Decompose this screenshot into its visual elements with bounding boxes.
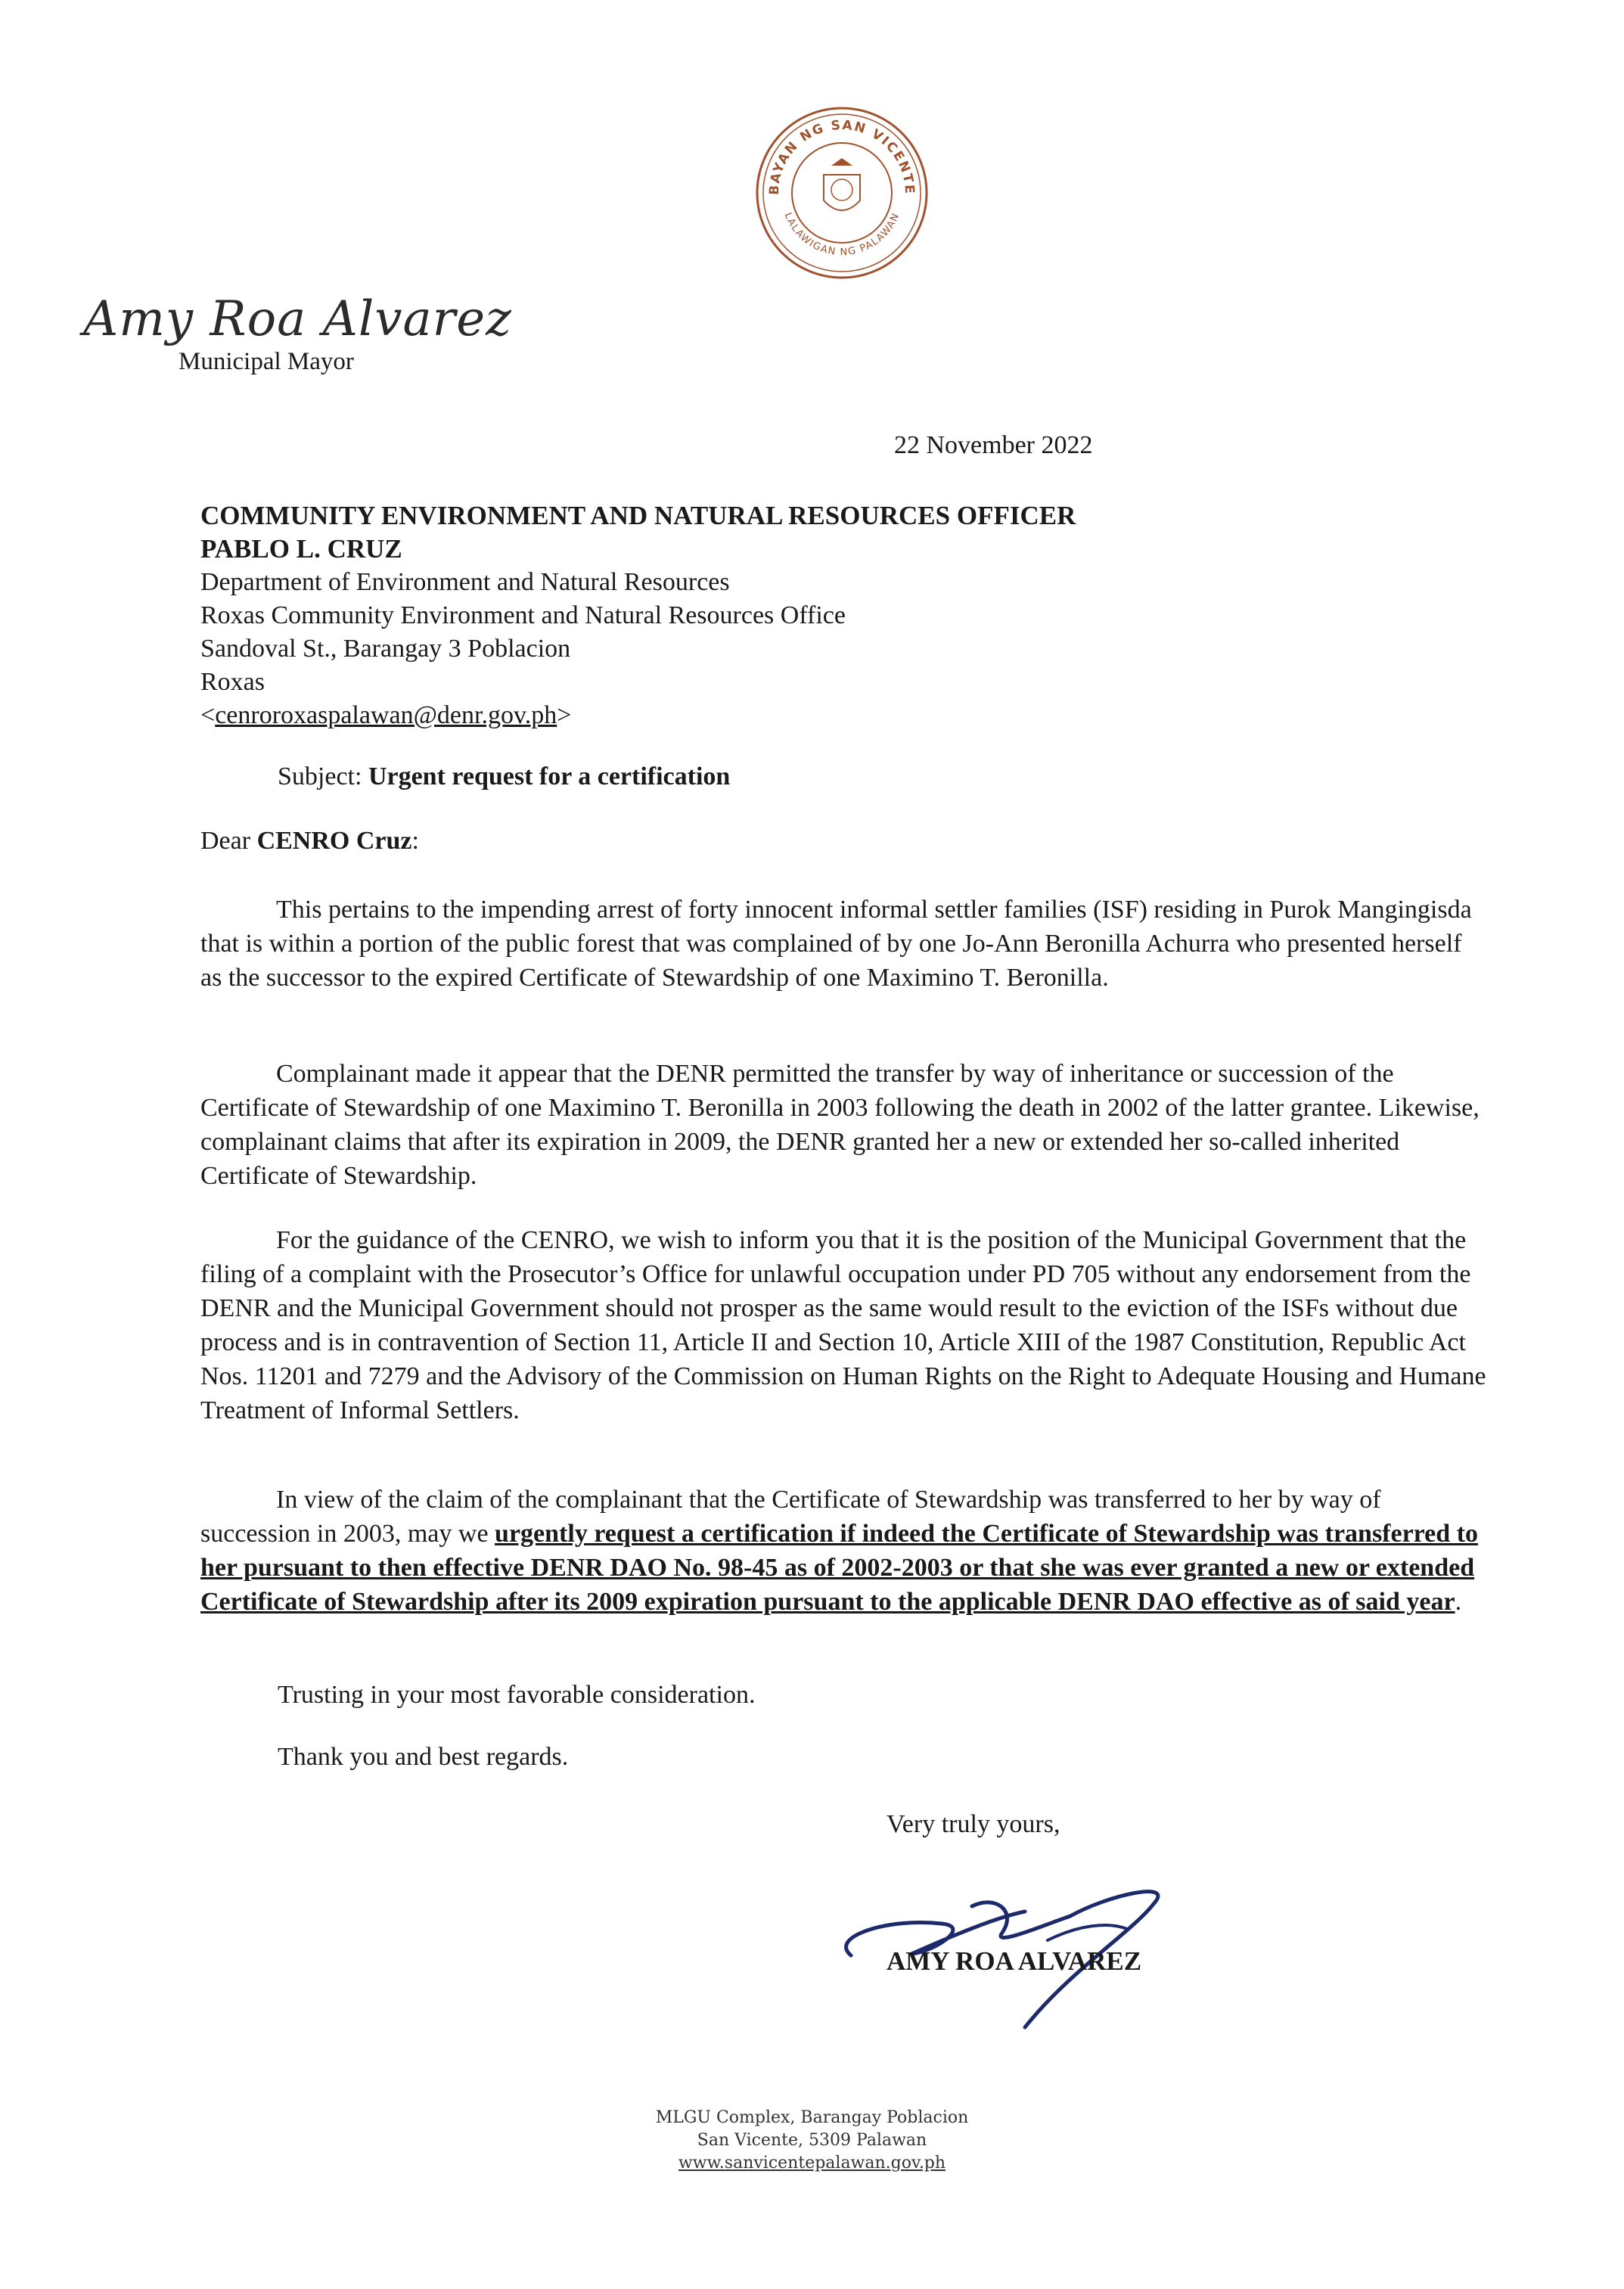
letterhead-title: Municipal Mayor <box>179 348 354 375</box>
letter-date: 22 November 2022 <box>894 431 1093 459</box>
valediction: Very truly yours, <box>887 1810 1060 1838</box>
recipient-email-link[interactable]: cenroroxaspalawan@denr.gov.ph <box>215 701 557 729</box>
recipient-office-name: Roxas Community Environment and Natural Resources Office <box>200 601 846 629</box>
subject-label: Subject: <box>278 762 362 790</box>
email-open-bracket: < <box>200 701 216 729</box>
municipal-seal <box>751 102 933 284</box>
recipient-street: Sandoval St., Barangay 3 Poblacion <box>200 635 571 663</box>
subject-line <box>278 762 730 791</box>
recipient-office: COMMUNITY ENVIRONMENT AND NATURAL RESOURCES OFFICER <box>200 501 1076 530</box>
footer-line-2: San Vicente, 5309 Palawan <box>697 2131 927 2150</box>
svg-text:BAYAN NG SAN VICENTE: BAYAN NG SAN VICENTE <box>766 117 918 196</box>
salutation <box>200 827 419 856</box>
letterhead-signature-name: Amy Roa Alvarez <box>83 291 512 347</box>
paragraph-1-text: This pertains to the impending arrest of forty innocent informal settler families (ISF) residing in Purok Mangingisda that is within a portion of the public forest that was complained of by one Jo-Ann Beronilla Achurra who presented herself as the successor to the expired Certificate of Stewardship of one Maximino T. Beronilla. <box>200 896 1472 992</box>
paragraph-4-end: . <box>1455 1588 1462 1616</box>
recipient-name: PABLO L. CRUZ <box>200 534 402 564</box>
closing-line-2: Thank you and best regards. <box>278 1743 569 1771</box>
paragraph-4-emphasis: urgently request a certification if indeed the Certificate of Stewardship was transferred to her pursuant to then effective DENR DAO No. 98-45 as of 2002-2003 or that she was ever granted a new or extended Certificate of Stewardship after its 2009 expiration pursuant to the applicable DENR DAO effective as of said year <box>200 1520 1478 1616</box>
paragraph-1 <box>200 893 1486 995</box>
paragraph-2 <box>200 1057 1486 1193</box>
recipient-email-line <box>200 699 1076 732</box>
paragraph-3-text: For the guidance of the CENRO, we wish to inform you that it is the position of the Municipal Government that the filing of a complaint with the Prosecutor’s Office for unlawful occupation under PD 705 without any endorsement from the DENR and the Municipal Government should not prosper as the same would result to the eviction of the ISFs without due process and is in contravention of Section 11, Article II and Section 10, Article XIII of the 1987 Constitution, Republic Act Nos. 11201 and 7279 and the Advisory of the Commission on Human Rights on the Right to Adequate Housing and Humane Treatment of Informal Settlers. <box>200 1226 1486 1424</box>
svg-text:LALAWIGAN NG PALAWAN: LALAWIGAN NG PALAWAN <box>781 210 902 259</box>
email-close-bracket: > <box>557 701 572 729</box>
salutation-prefix: Dear <box>200 827 257 855</box>
footer-website-link[interactable]: www.sanvicentepalawan.gov.ph <box>678 2154 946 2173</box>
recipient-city: Roxas <box>200 668 265 696</box>
signer-name: AMY ROA ALVAREZ <box>887 1946 1142 1976</box>
recipient-block <box>200 499 1076 732</box>
salutation-name: CENRO Cruz <box>256 827 412 855</box>
paragraph-2-text: Complainant made it appear that the DENR permitted the transfer by way of inheritance or succession of the Certificate of Stewardship of one Maximino T. Beronilla in 2003 following the death in 2002 of the latter grantee. Likewise, complainant claims that after its expiration in 2009, the DENR granted her a new or extended her so-called inherited Certificate of Stewardship. <box>200 1060 1480 1190</box>
recipient-department: Department of Environment and Natural Resources <box>200 568 730 596</box>
paragraph-4 <box>200 1483 1486 1619</box>
footer-line-1: MLGU Complex, Barangay Poblacion <box>655 2108 969 2127</box>
subject-text: Urgent request for a certification <box>368 762 731 790</box>
closing-line-1: Trusting in your most favorable consideration. <box>278 1681 756 1709</box>
paragraph-4-text: In view of the claim of the complainant that the Certificate of Stewardship was transferred to her by way of succession in 2003, may we <box>200 1486 1381 1548</box>
salutation-suffix: : <box>411 827 419 855</box>
footer-address <box>605 2107 1019 2175</box>
paragraph-3 <box>200 1223 1486 1427</box>
